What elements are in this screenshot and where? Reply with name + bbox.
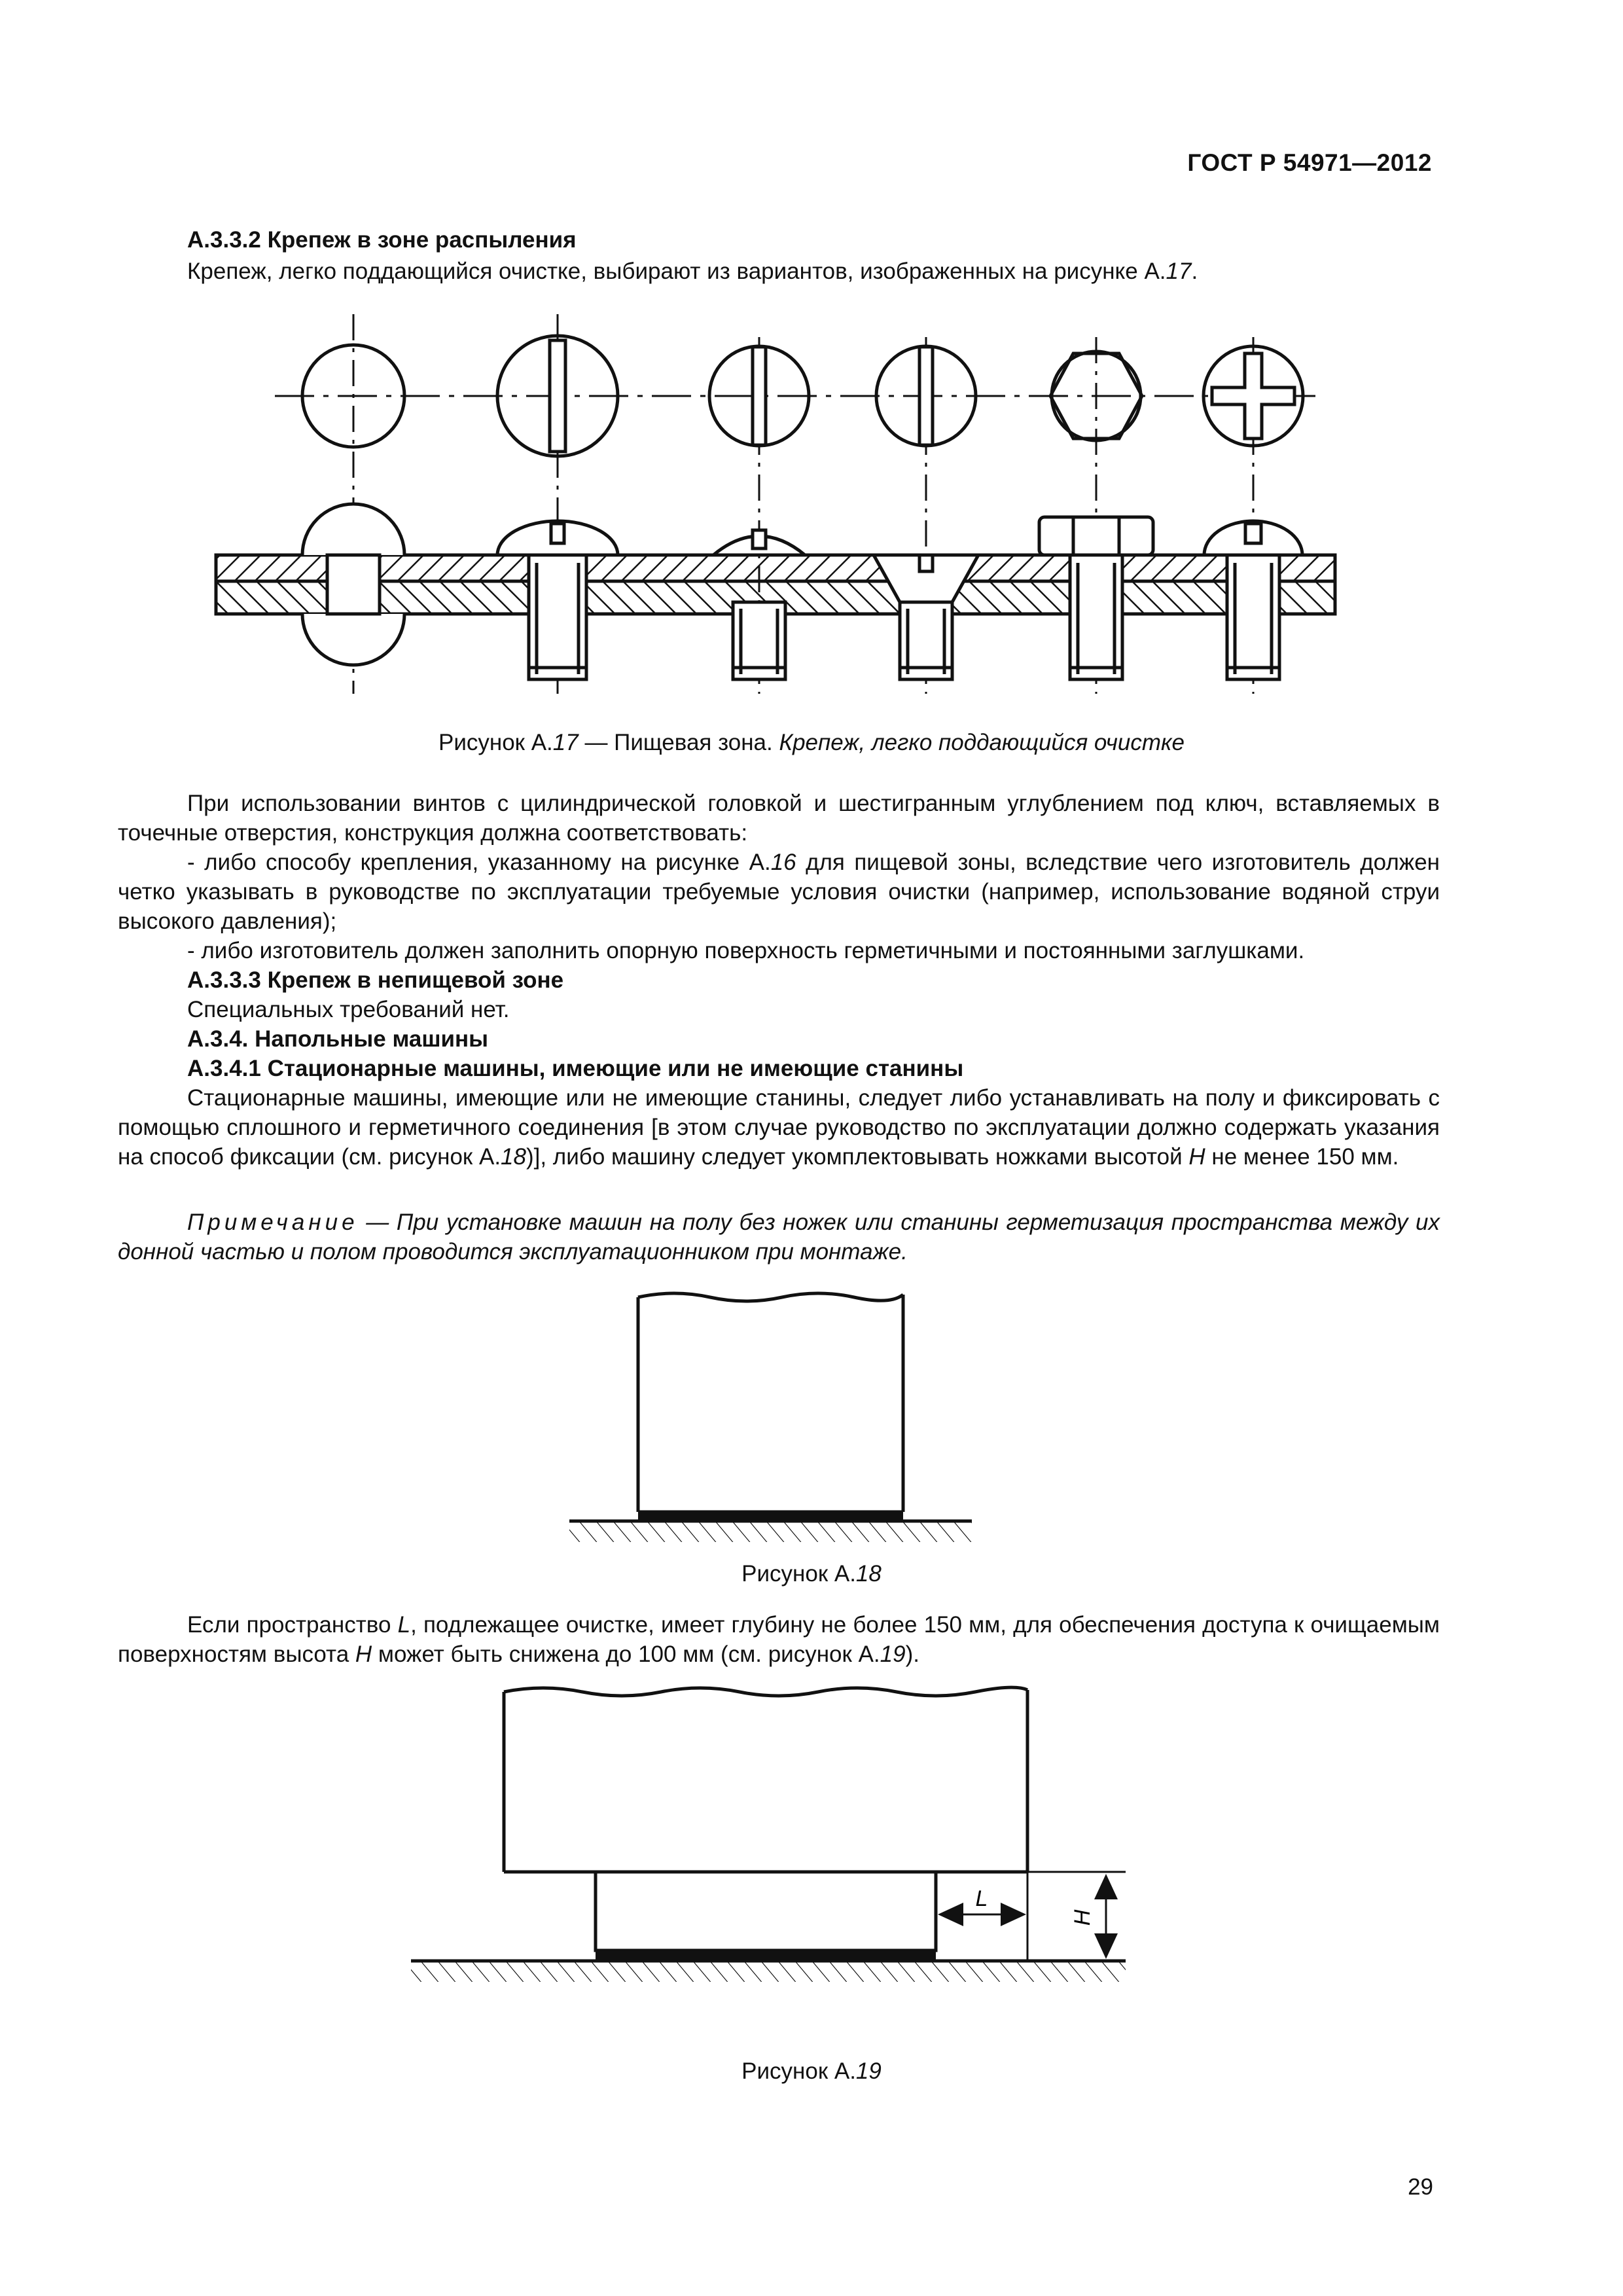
paragraph-option-2: - либо изготовитель должен заполнить опорную поверхность герметичными и постоянными заглушками. — [187, 938, 1305, 963]
section-heading-a332: А.3.3.2 Крепеж в зоне распыления — [187, 227, 577, 253]
section-heading-a34: А.3.4. Напольные машины — [187, 1026, 489, 1052]
figure-a17-caption: Рисунок А.17 — Пищевая зона. Крепеж, легко поддающийся очистке — [438, 730, 1185, 755]
paragraph-screws: При использовании винтов с цилиндрической головкой и шестигранным углублением под ключ, вставляемых в точечные отверстия, конструкция должна соответствовать: — [118, 791, 1440, 846]
page-number: 29 — [1408, 2174, 1433, 2200]
document-code-header: ГОСТ Р 54971—2012 — [1187, 149, 1432, 176]
note-paragraph: Примечание — При установке машин на полу без ножек или станины герметизация пространства между их донной частью и полом проводится эксплуатационником при монтаже. — [118, 1210, 1440, 1265]
section-heading-a341: А.3.4.1 Стационарные машины, имеющие или не имеющие станины — [187, 1056, 964, 1081]
floor-hatch-19 — [411, 1962, 1126, 1982]
dimension-l-label: L — [975, 1886, 988, 1911]
section-heading-a333: А.3.3.3 Крепеж в непищевой зоне — [187, 967, 564, 993]
section-intro-a332: Крепеж, легко поддающийся очистке, выбирают из вариантов, изображенных на рисунке А.17. — [187, 259, 1198, 284]
paragraph-stationary-machines: Стационарные машины, имеющие или не имеющие станины, следует либо устанавливать на полу и фиксировать с помощью сплошного и герметичного соединения [в этом случае руководство по эксплуатации должно содержать указания на способ фиксации (см. рисунок А.18)], либо машину следует укомплектовывать ножками высотой H не менее 150 мм. — [118, 1085, 1440, 1170]
paragraph-space-l: Если пространство L, подлежащее очистке, имеет глубину не более 150 мм, для обеспечения доступа к очищаемым поверхностям высота H может быть снижена до 100 мм (см. рисунок А.19). — [118, 1612, 1440, 1667]
figure-a18-caption: Рисунок А.18 — [741, 1561, 882, 1587]
figure-a19-caption: Рисунок А.19 — [741, 2058, 882, 2084]
dimension-h-label: H — [1070, 1909, 1095, 1926]
paragraph-no-requirements: Специальных требований нет. — [187, 997, 510, 1022]
paragraph-option-1: - либо способу крепления, указанному на рисунке А.16 для пищевой зоны, вследствие чего изготовитель должен четко указывать в руководстве по эксплуатации требуемые условия очистки (например, использование водяной струи высокого давления); — [118, 850, 1440, 934]
